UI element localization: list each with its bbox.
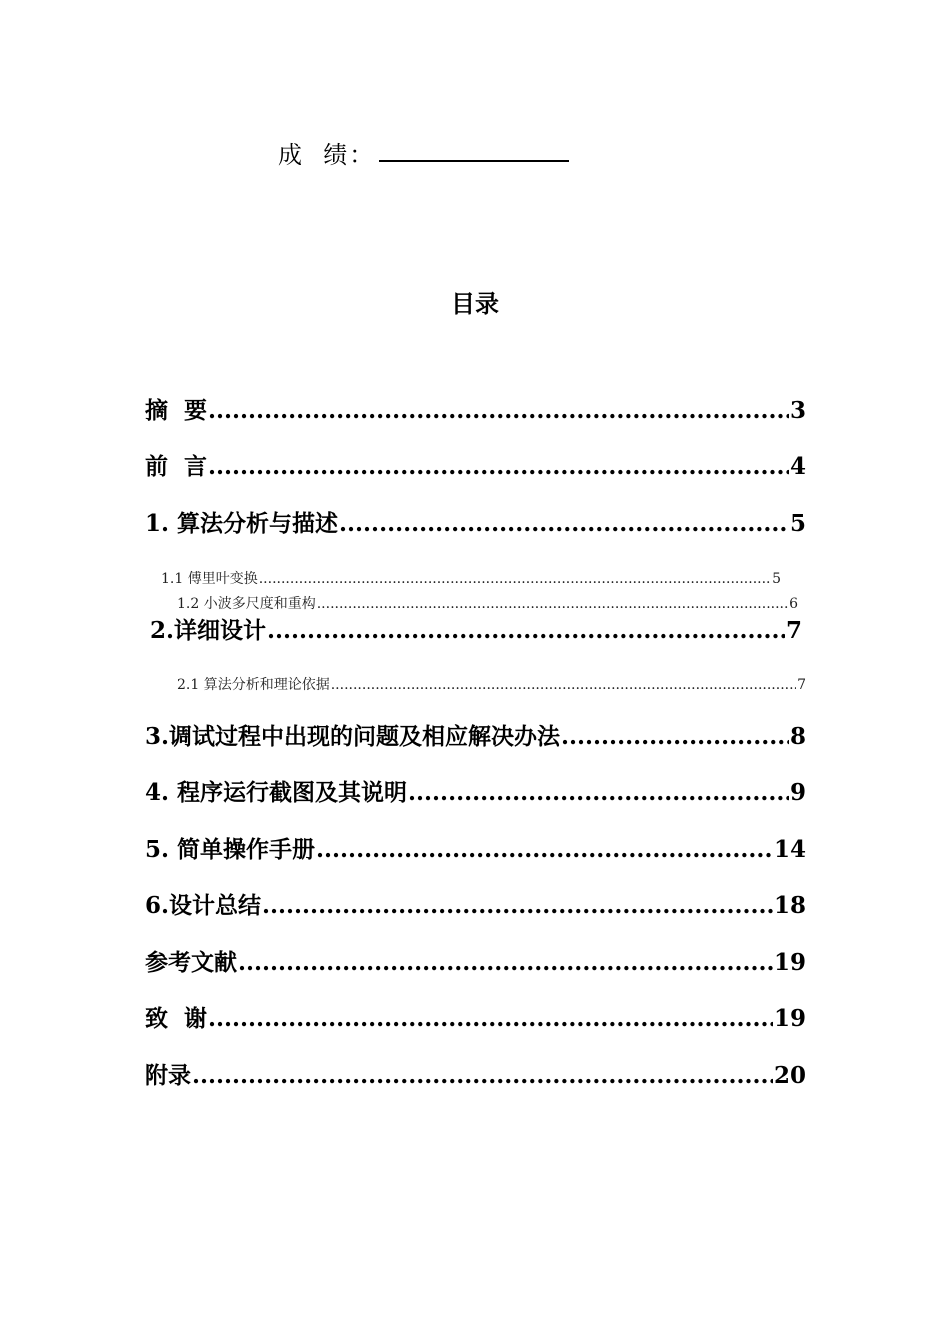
toc-entry-page: 9 [789,779,806,806]
toc-entry-label: 2.1 算法分析和理论依据 [177,677,330,693]
toc-leader-dots [331,677,796,693]
toc-title: 目录 [451,289,499,318]
toc-entry-section-4[interactable] [145,774,806,808]
toc-entry-label: 3.调试过程中出现的问题及相应解决办法 [145,723,561,750]
toc-entry-page: 19 [773,949,806,976]
toc-entry-label: 1.1 傅里叶变换 [161,571,258,587]
toc-entry-page: 8 [789,723,806,750]
toc-entry-section-3[interactable] [145,718,806,752]
toc-leader-dots [192,1062,773,1089]
toc-entry-section-1[interactable] [145,505,806,539]
toc-entry-label: 附录 [145,1062,191,1089]
toc-entry-section-6[interactable] [145,887,806,921]
toc-entry-label: 前 言 [145,453,208,480]
toc-entry-label: 6.设计总结 [145,892,262,919]
grade-line [278,130,569,170]
toc-entry-section-5[interactable] [145,831,806,865]
toc-leader-dots [262,892,773,919]
toc-entry-acknowledgements[interactable] [145,1000,806,1034]
toc-leader-dots [317,596,788,612]
toc-entry-references[interactable] [145,944,806,978]
toc-entry-section-2[interactable] [150,612,802,646]
toc-entry-abstract[interactable] [145,392,806,426]
toc-entry-label: 5. 简单操作手册 [145,836,316,863]
toc-entry-page: 5 [772,571,781,587]
toc-entry-appendix[interactable] [145,1057,806,1091]
toc-entry-page: 18 [773,892,806,919]
toc-entry-page: 4 [789,453,806,480]
toc-entry-page: 19 [773,1005,806,1032]
toc-entry-label: 2.详细设计 [150,617,267,644]
toc-leader-dots [238,949,773,976]
toc-leader-dots [208,1005,773,1032]
toc-entry-page: 20 [773,1062,806,1089]
toc-entry-section-2-1[interactable] [177,674,806,694]
toc-entry-label: 1. 算法分析与描述 [145,510,339,537]
toc-entry-label: 致 谢 [145,1005,208,1032]
grade-label: 成 绩： [278,141,376,169]
toc-entry-page: 7 [797,677,806,693]
toc-entry-label: 1.2 小波多尺度和重构 [177,596,316,612]
toc-entry-preface[interactable] [145,448,806,482]
toc-entry-page: 5 [789,510,806,537]
toc-leader-dots [208,397,789,424]
toc-entry-page: 7 [785,617,802,644]
toc-entry-label: 摘 要 [145,397,208,424]
toc-leader-dots [561,723,789,750]
toc-leader-dots [208,453,789,480]
toc-leader-dots [339,510,789,537]
toc-entry-page: 14 [773,836,806,863]
toc-leader-dots [267,617,785,644]
toc-entry-section-1-1[interactable] [161,568,781,588]
toc-leader-dots [259,571,771,587]
toc-leader-dots [316,836,773,863]
toc-entry-section-1-2[interactable] [177,593,798,613]
toc-entry-label: 参考文献 [145,949,237,976]
toc-entry-page: 3 [789,397,806,424]
toc-entry-label: 4. 程序运行截图及其说明 [145,779,408,806]
toc-leader-dots [408,779,789,806]
toc-entry-page: 6 [789,596,798,612]
grade-blank-underline [379,158,569,162]
